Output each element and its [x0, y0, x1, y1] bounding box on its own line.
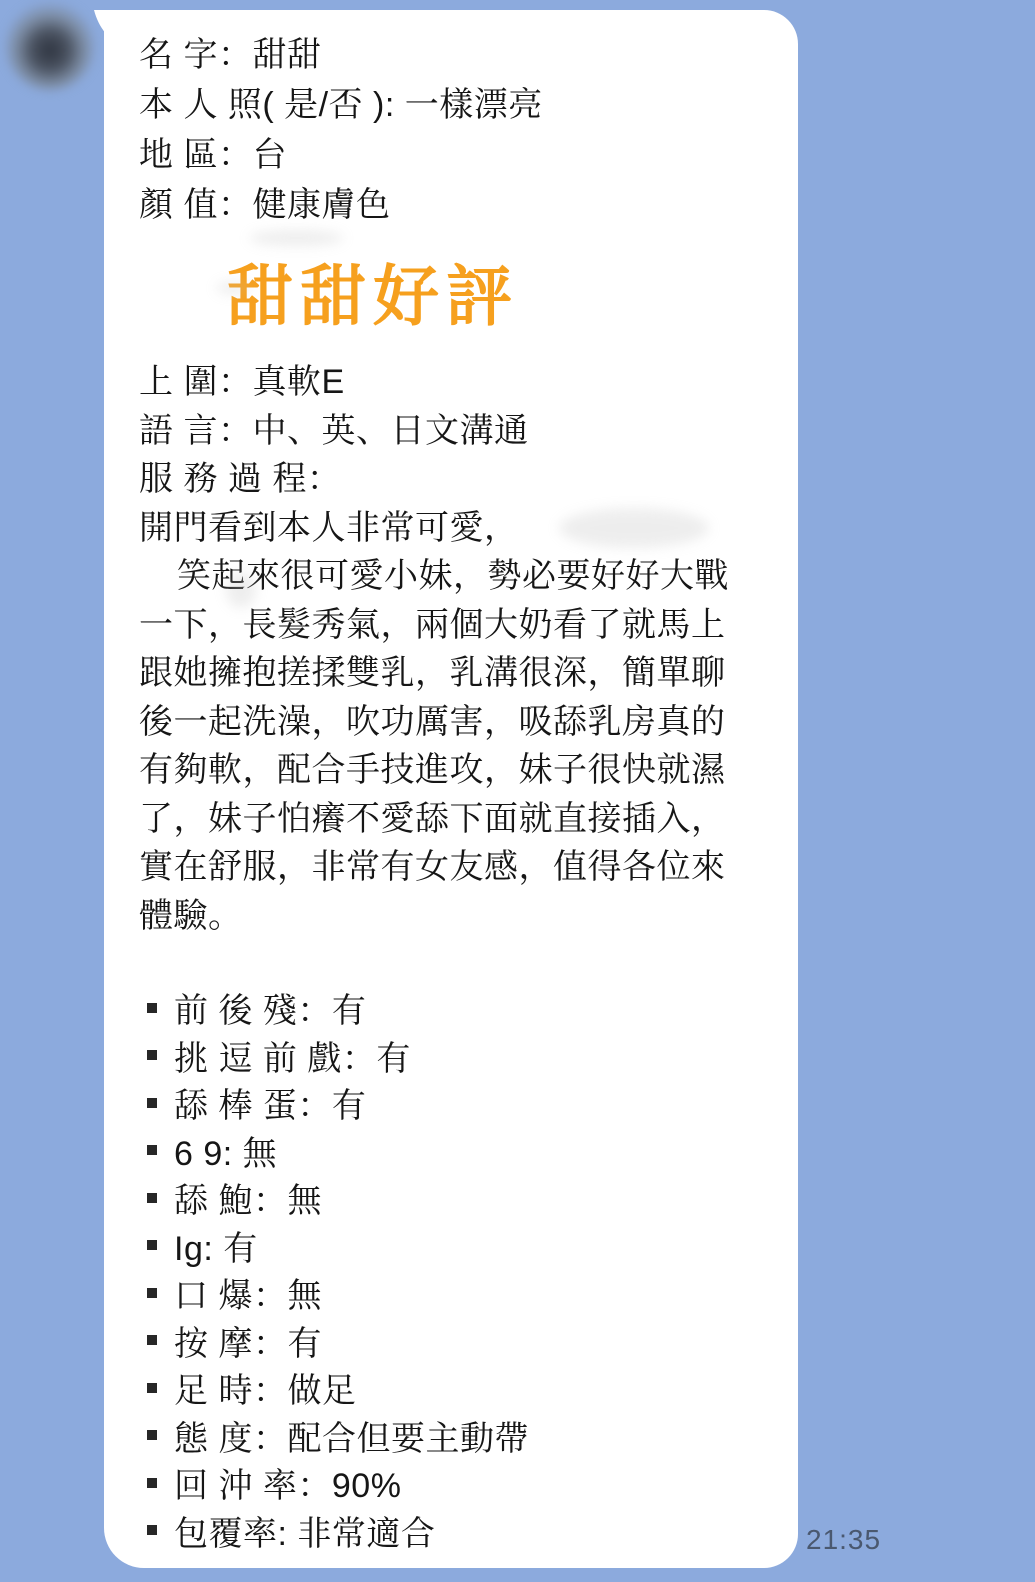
checklist-label: 按 摩：有 [174, 1324, 322, 1363]
checklist-label: 態 度：配合但要主動帶 [174, 1419, 529, 1458]
bubble-tail [93, 9, 135, 57]
checklist-item [139, 1127, 780, 1175]
checklist-label: 口 爆：無 [174, 1277, 322, 1316]
profile-line-looks: 顏 值：健康膚色 [139, 186, 391, 224]
bullet-square-icon [147, 1050, 157, 1060]
review-line: 了，妹子怕癢不愛舔下面就直接插入， [139, 799, 726, 838]
smudge-artifact [559, 508, 709, 548]
review-line: 服 務 過 程： [139, 460, 342, 498]
checklist-item [139, 1459, 780, 1507]
checklist-item [139, 984, 780, 1032]
checklist-label: 舔 鮑：無 [174, 1182, 322, 1221]
checklist-label: 包覆率: 非常適合 [174, 1514, 436, 1553]
checklist-item [139, 1222, 780, 1270]
checklist-label: 足 時：做足 [174, 1372, 357, 1411]
profile-block [139, 30, 780, 230]
smudge-artifact [226, 572, 256, 608]
review-line: 語 言：中、英、日文溝通 [139, 411, 529, 450]
checklist-item [139, 1174, 780, 1222]
bullet-square-icon [147, 1240, 157, 1250]
checklist-label: Ig: 有 [174, 1229, 258, 1268]
checklist-item [139, 1079, 780, 1127]
profile-line-region: 地 區：台 [139, 136, 287, 174]
service-checklist [139, 984, 780, 1554]
profile-line-photo: 本 人 照( 是/否 ): 一樣漂亮 [139, 86, 543, 124]
bullet-square-icon [147, 1478, 157, 1488]
checklist-item [139, 1032, 780, 1080]
review-line: 跟她擁抱搓揉雙乳，乳溝很深，簡單聊 [139, 654, 726, 692]
avatar[interactable] [6, 2, 94, 90]
checklist-label: 前 後 殘：有 [174, 992, 367, 1031]
checklist-item [139, 1364, 780, 1412]
review-line: 實在舒服，非常有女友感，值得各位來 [139, 848, 726, 886]
profile-line-name: 名 字：甜甜 [139, 36, 322, 74]
review-body [139, 358, 780, 940]
checklist-item [139, 1507, 780, 1555]
bullet-square-icon [147, 1145, 157, 1155]
checklist-label: 挑 逗 前 戲：有 [174, 1039, 411, 1078]
bullet-square-icon [147, 1003, 157, 1013]
review-line: 一下，長髮秀氣，兩個大奶看了就馬上 [139, 605, 726, 644]
bullet-square-icon [147, 1193, 157, 1203]
checklist-label: 回 沖 率：90% [174, 1467, 402, 1506]
bullet-square-icon [147, 1335, 157, 1345]
bullet-square-icon [147, 1525, 157, 1535]
review-line: 後一起洗澡，吹功厲害，吸舔乳房真的 [139, 702, 726, 741]
checklist-item [139, 1412, 780, 1460]
smudge-artifact [249, 230, 344, 246]
review-line: 開門看到本人非常可愛， [139, 508, 519, 547]
smudge-artifact [216, 282, 250, 294]
review-line: 上 圍：真軟E [139, 363, 345, 401]
checklist-label: 舔 棒 蛋：有 [174, 1087, 367, 1126]
bullet-square-icon [147, 1383, 157, 1393]
checklist-item [139, 1269, 780, 1317]
checklist-item [139, 1317, 780, 1365]
review-title: 甜甜好評 [227, 259, 519, 333]
bullet-square-icon [147, 1288, 157, 1298]
bullet-square-icon [147, 1430, 157, 1440]
checklist-label: 6 9: 無 [174, 1134, 278, 1173]
review-line: 笑起來很可愛小妹，勢必要好好大戰 [177, 557, 729, 595]
message-timestamp: 21:35 [806, 1524, 882, 1555]
review-line: 體驗。 [139, 896, 243, 935]
review-line: 有夠軟，配合手技進攻，妹子很快就濕 [139, 751, 726, 789]
bullet-square-icon [147, 1098, 157, 1108]
message-bubble[interactable] [104, 10, 798, 1568]
